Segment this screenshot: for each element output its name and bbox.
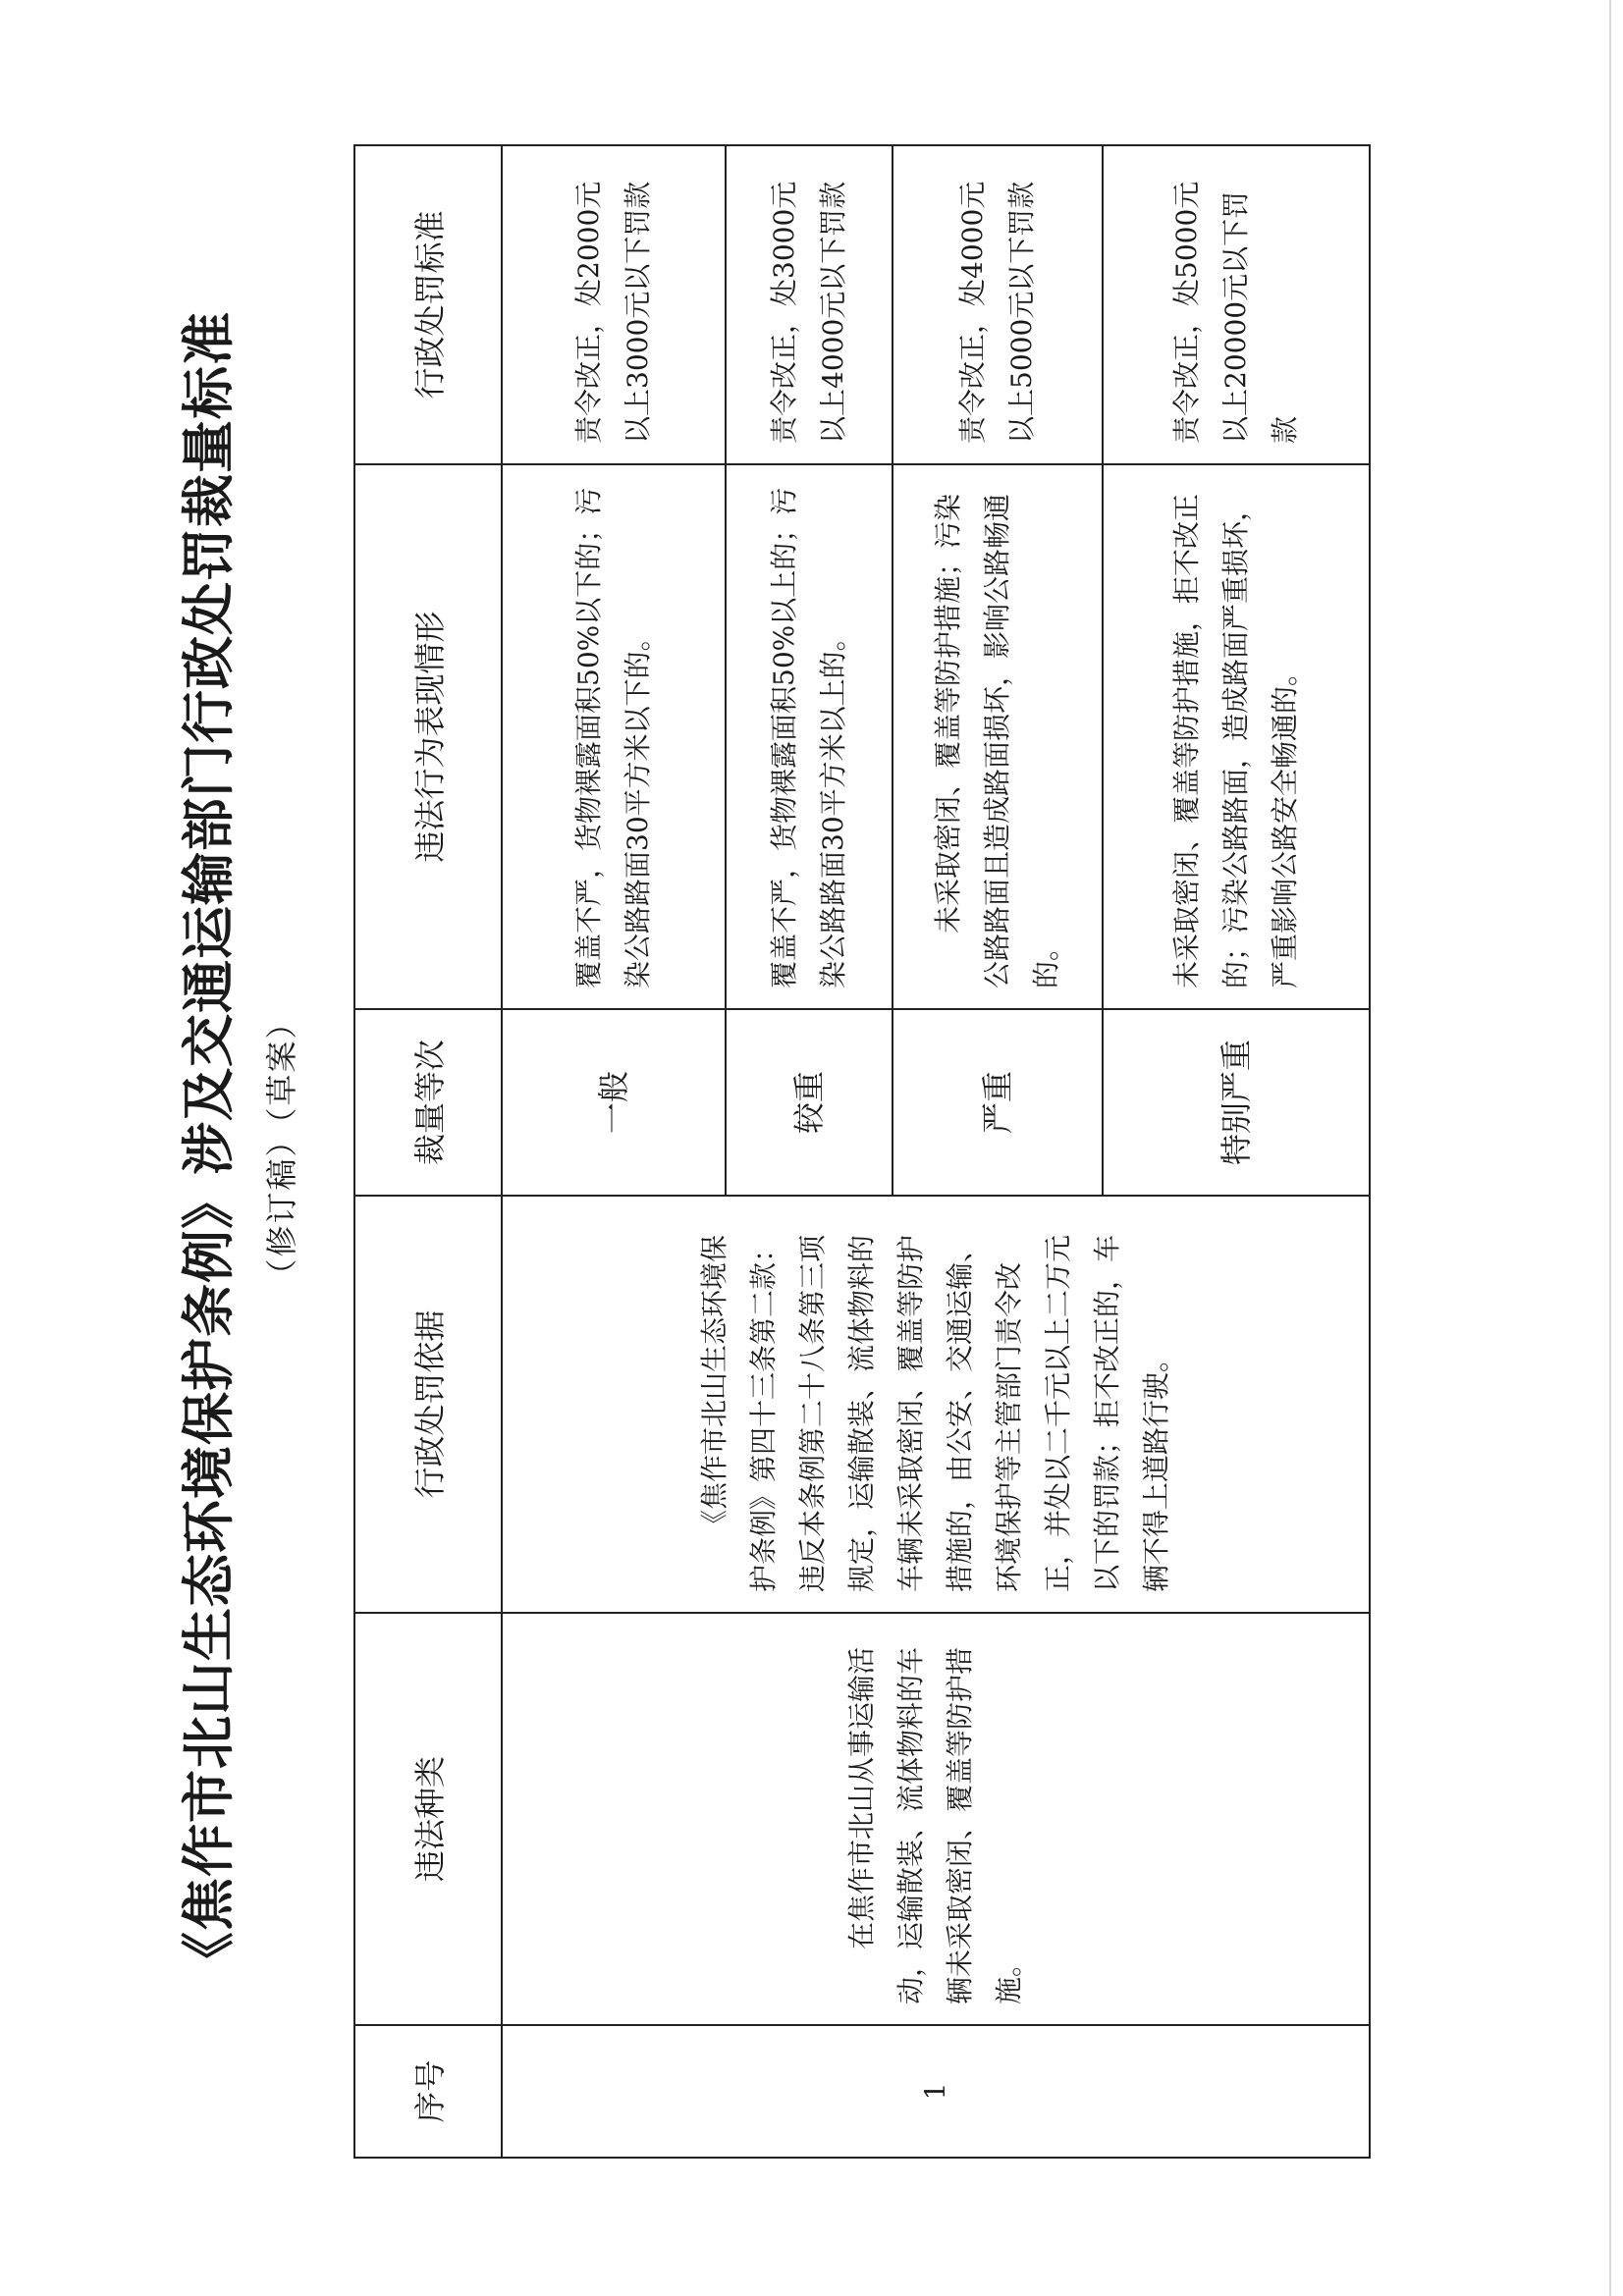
header-penalty: 行政处罚标准 xyxy=(354,145,502,464)
header-grade: 裁量等次 xyxy=(354,1009,502,1196)
cell-seq: 1 xyxy=(502,2025,1370,2158)
cell-grade: 特别严重 xyxy=(1103,1009,1370,1196)
header-legal-basis: 行政处罚依据 xyxy=(354,1196,502,1613)
cell-penalty: 责令改正，处5000元以上20000元以下罚款 xyxy=(1103,145,1370,464)
cell-circumstance: 未采取密闭、覆盖等防护措施；污染公路路面且造成路面损坏，影响公路畅通的。 xyxy=(893,464,1103,1009)
header-seq: 序号 xyxy=(354,2025,502,2158)
cell-penalty: 责令改正，处3000元以上4000元以下罚款 xyxy=(726,145,893,464)
table-row xyxy=(502,145,726,2158)
cell-grade: 一般 xyxy=(502,1009,726,1196)
cell-grade: 严重 xyxy=(893,1009,1103,1196)
cell-circumstance: 未采取密闭、覆盖等防护措施，拒不改正的；污染公路路面，造成路面严重损坏，严重影响公路安全畅通的。 xyxy=(1103,464,1370,1009)
cell-circumstance: 覆盖不严，货物裸露面积50%以上的；污染公路路面30平方米以上的。 xyxy=(726,464,893,1009)
document-title: 《焦作市北山生态环境保护条例》涉及交通运输部门行政处罚裁量标准 xyxy=(177,311,240,1985)
cell-violation-type: 在焦作市北山从事运输活动，运输散装、流体物料的车辆未采取密闭、覆盖等防护措施。 xyxy=(502,1613,1370,2025)
document-subtitle: （修订稿）（草案） xyxy=(263,1005,300,1291)
header-circumstance: 违法行为表现情形 xyxy=(354,464,502,1009)
header-violation-type: 违法种类 xyxy=(354,1613,502,2025)
cell-circumstance: 覆盖不严，货物裸露面积50%以下的；污染公路路面30平方米以下的。 xyxy=(502,464,726,1009)
table-header-row xyxy=(354,145,502,2158)
discretion-standard-table xyxy=(353,144,1371,2159)
cell-penalty: 责令改正，处4000元以上5000元以下罚款 xyxy=(893,145,1103,464)
cell-grade: 较重 xyxy=(726,1009,893,1196)
cell-legal-basis: 《焦作市北山生态环境保护条例》第四十三条第二款：违反本条例第二十八条第三项规定，运输散装、流体物料的车辆未采取密闭、覆盖等防护措施的，由公安、交通运输、环境保护等主管部门责令改正，并处以二千元以上二万元以下的罚款；拒不改正的，车辆不得上道路行驶。 xyxy=(502,1196,1370,1613)
cell-penalty: 责令改正，处2000元以上3000元以下罚款 xyxy=(502,145,726,464)
